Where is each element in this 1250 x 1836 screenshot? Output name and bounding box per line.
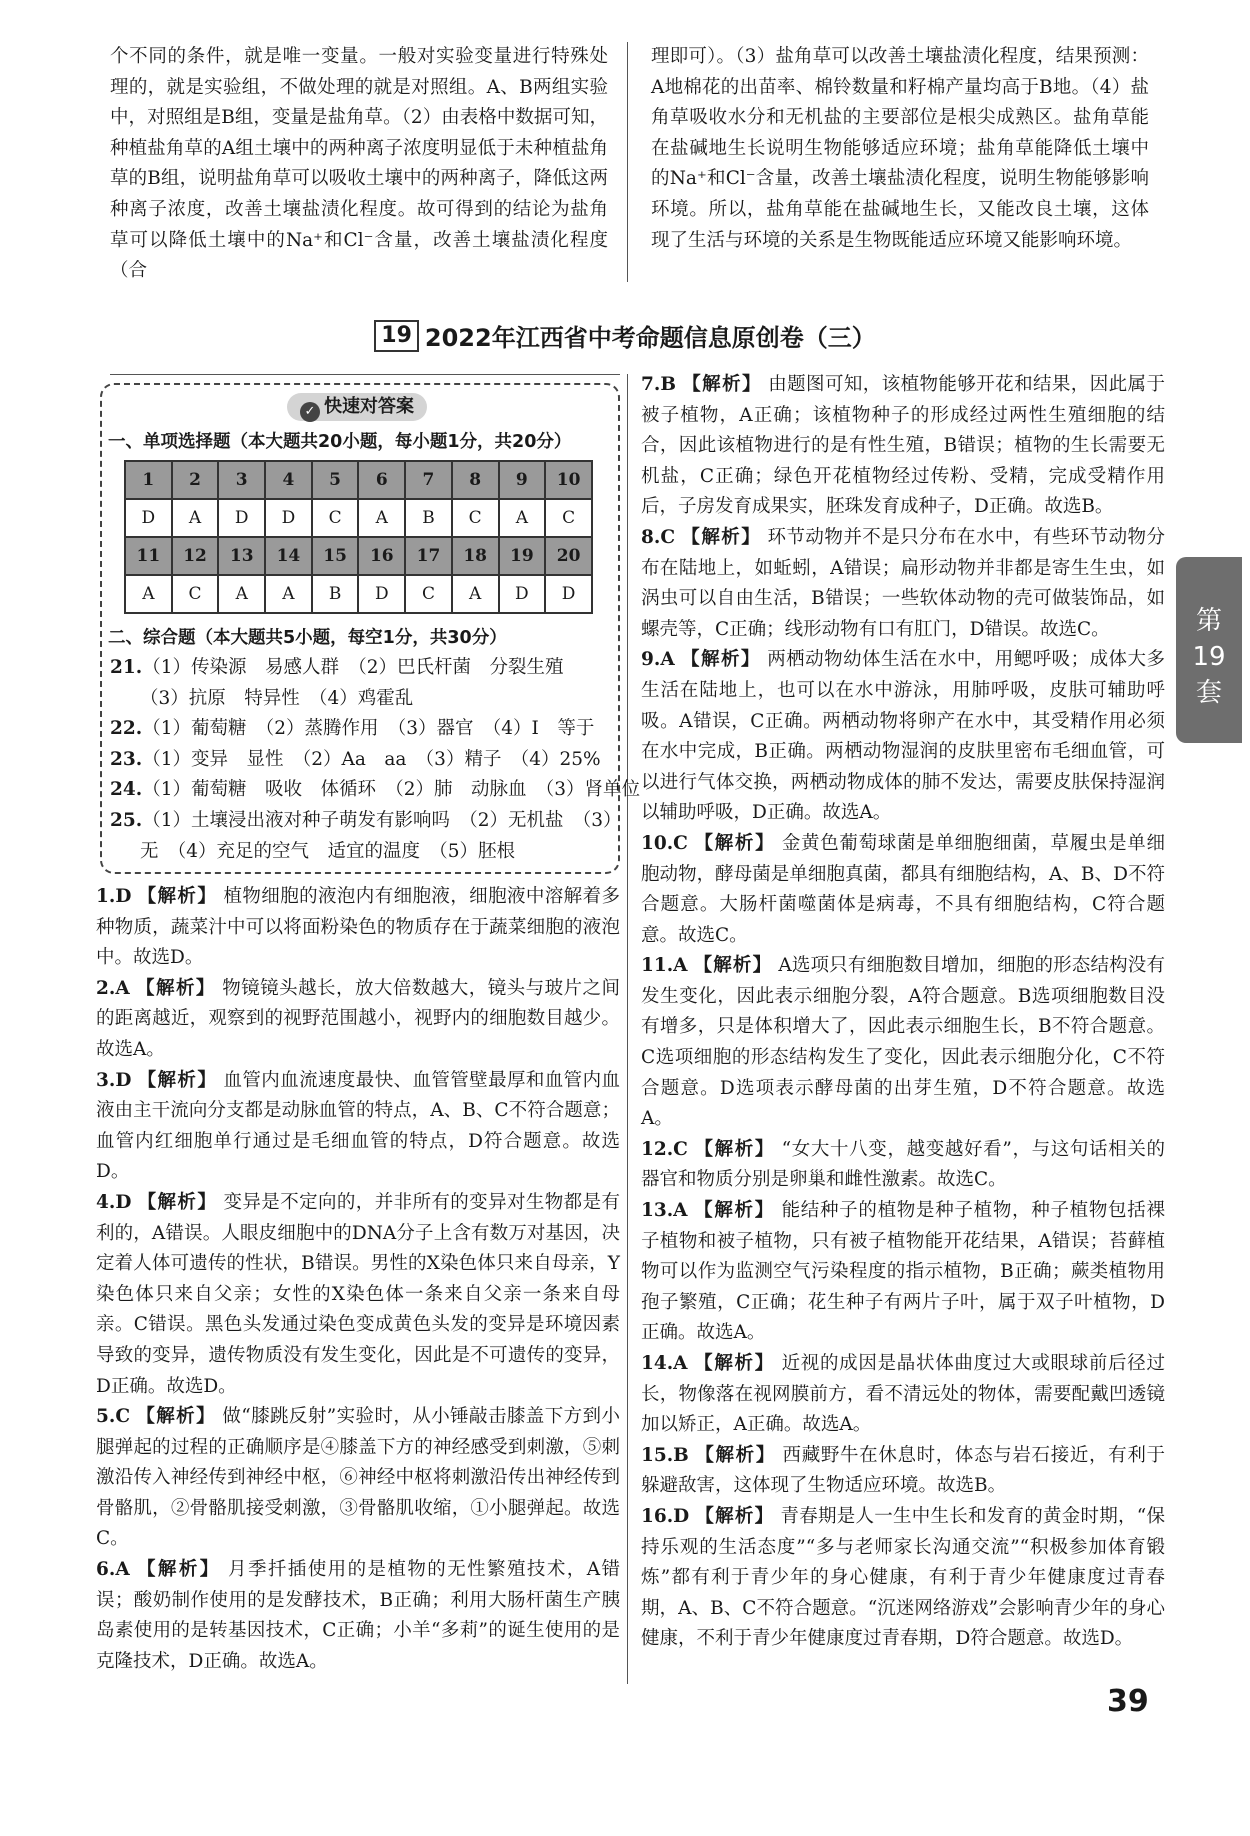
explanation-item xyxy=(641,523,1165,645)
item-text: 西藏野牛在休息时，体态与岩石接近，有利于躲避敌害，这体现了生物适应环境。故选B。 xyxy=(641,1444,1165,1497)
q-number: 19 xyxy=(499,537,546,575)
explanation-item xyxy=(641,1135,1165,1196)
q-answer: A xyxy=(172,499,219,537)
q-answer: D xyxy=(265,499,312,537)
answer-number-row xyxy=(125,461,592,499)
q-number: 17 xyxy=(405,537,452,575)
item-number: 14.A xyxy=(641,1353,688,1374)
analysis-tag: 【解析】 xyxy=(693,955,773,977)
explanation-item xyxy=(96,1555,620,1677)
item-number: 4.D xyxy=(96,1191,132,1213)
answer-number-row xyxy=(125,537,592,575)
q-answer: D xyxy=(499,575,546,613)
short-answer-text: （1）葡萄糖 （2）蒸腾作用 （3）器官 （4）Ⅰ 等于 xyxy=(142,718,595,740)
q-number: 3 xyxy=(218,461,265,499)
q-answer: C xyxy=(452,499,499,537)
q-number: 2 xyxy=(172,461,219,499)
analysis-tag: 【解析】 xyxy=(136,1559,221,1581)
short-answer-line xyxy=(110,837,610,868)
q-number: 11 xyxy=(125,537,172,575)
q-answer: A xyxy=(452,575,499,613)
q-number: 12 xyxy=(172,537,219,575)
answer-letter-row xyxy=(125,575,592,613)
analysis-tag: 【解析】 xyxy=(137,886,218,907)
analysis-tag: 【解析】 xyxy=(136,977,216,999)
item-text: 血管内血流速度最快、血管管壁最厚和血管内血液由主干流向分支都是动脉血管的特点，A、B、C不符合题意；血管内红细胞单行通过是毛细血管的特点，D符合题意。故选D。 xyxy=(96,1069,620,1183)
short-answer-number: 23. xyxy=(110,748,143,770)
item-number: 13.A xyxy=(641,1200,688,1222)
item-number: 10.C xyxy=(641,832,688,854)
explanation-item xyxy=(641,829,1165,951)
answer-letter-row xyxy=(125,499,592,537)
section1-heading: 一、单项选择题（本大题共20小题，每小题1分，共20分） xyxy=(108,432,572,452)
analysis-tag: 【解析】 xyxy=(694,1353,775,1374)
short-answer-text: （3）抗原 特异性 （4）鸡霍乱 xyxy=(140,687,414,709)
explanation-item xyxy=(641,951,1165,1135)
q-number: 9 xyxy=(499,461,546,499)
q-answer: A xyxy=(265,575,312,613)
explanation-item xyxy=(641,645,1165,829)
left-explanations xyxy=(96,882,620,1677)
item-text: 做“膝跳反射”实验时，从小锤敲击膝盖下方到小腿弹起的过程的正确顺序是④膝盖下方的神经感受到刺激，⑤刺激沿传入神经传到神经中枢，⑥神经中枢将刺激沿传出神经传到骨骼肌，②骨骼肌接受刺激，③骨骼肌收缩，①小腿弹起。故选C。 xyxy=(96,1406,620,1550)
top-column-divider xyxy=(627,42,628,282)
analysis-tag: 【解析】 xyxy=(694,1138,776,1160)
answer-badge-icon: ✓ xyxy=(300,402,320,422)
item-number: 5.C xyxy=(96,1406,131,1428)
paper-number: 19 xyxy=(374,320,419,352)
top-right-text: 理即可）。（3）盐角草可以改善土壤盐渍化程度，结果预测：A地棉花的出苗率、棉铃数量和籽棉产量均高于B地。（4）盐角草吸收水分和无机盐的主要部位是根尖成熟区。盐角草能在盐碱地生长说明生物能够适应环境；盐角草能降低土壤中的Na⁺和Cl⁻含量，改善土壤盐渍化程度，说明生物能够影响环境。所以，盐角草能在盐碱地生长，又能改良土壤，这体现了生活与环境的关系是生物既能适应环境又能影响环境。 xyxy=(651,46,1149,251)
right-explanations xyxy=(641,370,1165,1655)
quick-answer-title xyxy=(287,393,427,421)
item-text: 两栖动物幼体生活在水中，用鳃呼吸；成体大多生活在陆地上，也可以在水中游泳，用肺呼吸，皮肤可辅助呼吸。A错误，C正确。两栖动物将卵产在水中，其受精作用必须在水中完成，B正确。两栖动物湿润的皮肤里密布毛细血管，可以进行气体交换，两栖动物成体的肺不发达，需要皮肤保持湿润以辅助呼吸，D正确。故选A。 xyxy=(641,649,1165,824)
q-answer: D xyxy=(125,499,172,537)
paper-title-text: 2022年江西省中考命题信息原创卷（三） xyxy=(424,324,876,352)
q-number: 5 xyxy=(312,461,359,499)
item-number: 11.A xyxy=(641,955,688,977)
analysis-tag: 【解析】 xyxy=(694,1200,775,1222)
item-text: 物镜镜头越长，放大倍数越大，镜头与玻片之间的距离越近，观察到的视野范围越小，视野内的细胞数目越少。故选A。 xyxy=(96,977,620,1060)
short-answer-text: （1）土壤浸出液对种子萌发有影响吗 （2）无机盐 （3） xyxy=(142,809,622,831)
item-text: “女大十八变，越变越好看”，与这句话相关的器官和物质分别是卵巢和雌性激素。故选C。 xyxy=(641,1138,1165,1191)
item-text: 近视的成因是晶状体曲度过大或眼球前后径过长，物像落在视网膜前方，看不清远处的物体，需要配戴凹透镜加以矫正，A正确。故选A。 xyxy=(641,1353,1165,1436)
tab-line: 19 xyxy=(1192,642,1226,672)
explanation-item xyxy=(96,1066,620,1188)
page-number: 39 xyxy=(1107,1684,1149,1719)
analysis-tag: 【解析】 xyxy=(681,526,762,548)
paper-title xyxy=(0,318,1250,353)
short-answer-number: 24. xyxy=(110,779,143,801)
analysis-tag: 【解析】 xyxy=(695,1505,775,1527)
short-answer-text: （1）传染源 易感人群 （2）巴氏杆菌 分裂生殖 xyxy=(142,657,564,678)
q-number: 13 xyxy=(218,537,265,575)
item-number: 1.D xyxy=(96,886,132,907)
item-number: 2.A xyxy=(96,977,130,999)
q-answer: A xyxy=(218,575,265,613)
item-text: 能结种子的植物是种子植物，种子植物包括裸子植物和被子植物，只有被子植物能开花结果，A错误；苔藓植物可以作为监测空气污染程度的指示植物，B正确；蕨类植物用孢子繁殖，C正确；花生种子有两片子叶，属于双子叶植物，D正确。故选A。 xyxy=(641,1200,1165,1344)
item-number: 6.A xyxy=(96,1559,130,1581)
short-answer-line xyxy=(110,714,610,745)
item-number: 9.A xyxy=(641,649,675,671)
q-number: 15 xyxy=(312,537,359,575)
set-number-tab xyxy=(1176,557,1242,743)
q-number: 18 xyxy=(452,537,499,575)
left-top-rule xyxy=(110,374,620,375)
q-number: 20 xyxy=(545,537,592,575)
analysis-tag: 【解析】 xyxy=(695,1444,776,1466)
analysis-tag: 【解析】 xyxy=(137,1069,218,1091)
main-column-divider xyxy=(627,374,628,1684)
q-answer: D xyxy=(545,575,592,613)
q-answer: D xyxy=(218,499,265,537)
short-answer-number: 21. xyxy=(110,657,143,678)
explanation-item xyxy=(96,1188,620,1402)
item-number: 15.B xyxy=(641,1444,689,1466)
explanation-item xyxy=(641,1502,1165,1655)
item-text: 月季扦插使用的是植物的无性繁殖技术，A错误；酸奶制作使用的是发酵技术，B正确；利用大肠杆菌生产胰岛素使用的是转基因技术，C正确；小羊“多莉”的诞生使用的是克隆技术，D正确。故选A。 xyxy=(96,1559,620,1672)
tab-line: 第 xyxy=(1195,606,1222,636)
item-number: 8.C xyxy=(641,526,676,548)
q-answer: B xyxy=(312,575,359,613)
explanation-item xyxy=(96,974,620,1066)
q-number: 4 xyxy=(265,461,312,499)
q-number: 10 xyxy=(545,461,592,499)
item-number: 7.B xyxy=(641,374,676,395)
item-text: 金黄色葡萄球菌是单细胞细菌，草履虫是单细胞动物，酵母菌是单细胞真菌，都具有细胞结构，A、B、D不符合题意。大肠杆菌噬菌体是病毒，不具有细胞结构，C符合题意。故选C。 xyxy=(641,832,1165,946)
top-left-paragraph xyxy=(110,42,608,287)
q-answer: C xyxy=(312,499,359,537)
item-text: 由题图可知，该植物能够开花和结果，因此属于被子植物，A正确；该植物种子的形成经过两性生殖细胞的结合，因此该植物进行的是有性生殖，B错误；植物的生长需要无机盐，C正确；绿色开花植物经过传粉、受精，完成受精作用后，子房发育成果实，胚珠发育成种子，D正确。故选B。 xyxy=(641,374,1165,518)
q-number: 6 xyxy=(358,461,405,499)
item-text: 植物细胞的液泡内有细胞液，细胞液中溶解着多种物质，蔬菜汁中可以将面粉染色的物质存在于蔬菜细胞的液泡中。故选D。 xyxy=(96,886,620,969)
analysis-tag: 【解析】 xyxy=(681,649,761,671)
explanation-item xyxy=(96,1402,620,1555)
item-text: 环节动物并不是只分布在水中，有些环节动物分布在陆地上，如蚯蚓，A错误；扁形动物并非都是寄生生虫，如涡虫可以自由生活，B错误；一些软体动物的壳可做装饰品，如螺壳等，C正确；线形动物有口有肛门，D错误。故选C。 xyxy=(641,526,1165,640)
analysis-tag: 【解析】 xyxy=(136,1406,217,1428)
short-answer-line xyxy=(110,775,641,806)
short-answer-text: 无 （4）充足的空气 适宜的温度 （5）胚根 xyxy=(140,840,516,862)
q-number: 7 xyxy=(405,461,452,499)
q-answer: C xyxy=(172,575,219,613)
short-answer-number: 25. xyxy=(110,809,143,831)
q-number: 8 xyxy=(452,461,499,499)
answer-table xyxy=(124,460,593,614)
explanation-item xyxy=(641,370,1165,523)
q-answer: C xyxy=(405,575,452,613)
short-answer-number: 22. xyxy=(110,718,143,740)
quick-answer-title-text: 快速对答案 xyxy=(324,396,414,417)
explanation-item xyxy=(641,1349,1165,1441)
short-answer-line xyxy=(110,653,610,684)
explanation-item xyxy=(641,1196,1165,1349)
short-answer-line xyxy=(110,806,622,837)
q-answer: A xyxy=(499,499,546,537)
item-number: 3.D xyxy=(96,1069,132,1091)
explanation-item xyxy=(641,1441,1165,1502)
q-answer: A xyxy=(125,575,172,613)
short-answers xyxy=(110,653,641,867)
analysis-tag: 【解析】 xyxy=(137,1191,218,1213)
short-answer-line xyxy=(110,684,610,715)
q-number: 16 xyxy=(358,537,405,575)
tab-line: 套 xyxy=(1195,678,1222,708)
top-left-text: 个不同的条件，就是唯一变量。一般对实验变量进行特殊处理的，就是实验组，不做处理的就是对照组。A、B两组实验中，对照组是B组，变量是盐角草。（2）由表格中数据可知，种植盐角草的A组土壤中的两种离子浓度明显低于未种植盐角草的B组，说明盐角草可以吸收土壤中的两种离子，降低这两种离子浓度，改善土壤盐渍化程度。故可得到的结论为盐角草可以降低土壤中的Na⁺和Cl⁻含量，改善土壤盐渍化程度（合 xyxy=(110,46,608,282)
item-text: A选项只有细胞数目增加，细胞的形态结构没有发生变化，因此表示细胞分裂，A符合题意。B选项细胞数目没有增多，只是体积增大了，因此表示细胞生长，B不符合题意。C选项细胞的形态结构发生了变化，因此表示细胞分化，C不符合题意。D选项表示酵母菌的出芽生殖，D不符合题意。故选A。 xyxy=(641,955,1165,1130)
short-answer-text: （1）变异 显性 （2）Aa aa （3）精子 （4）25% xyxy=(142,748,601,770)
analysis-tag: 【解析】 xyxy=(682,374,762,395)
q-answer: D xyxy=(358,575,405,613)
q-number: 14 xyxy=(265,537,312,575)
q-number: 1 xyxy=(125,461,172,499)
item-number: 12.C xyxy=(641,1138,688,1160)
explanation-item xyxy=(96,882,620,974)
section2-heading: 二、综合题（本大题共5小题，每空1分，共30分） xyxy=(108,628,507,648)
analysis-tag: 【解析】 xyxy=(694,832,776,854)
q-answer: B xyxy=(405,499,452,537)
item-number: 16.D xyxy=(641,1505,690,1527)
q-answer: C xyxy=(545,499,592,537)
short-answer-line xyxy=(110,745,610,776)
item-text: 青春期是人一生中生长和发育的黄金时期，“保持乐观的生活态度”“多与老师家长沟通交流”“积极参加体育锻炼”都有利于青少年的身心健康，有利于青少年健康度过青春期，A、B、C不符合题意。“沉迷网络游戏”会影响青少年的身心健康，不利于青少年健康度过青春期，D符合题意。故选D。 xyxy=(641,1505,1165,1650)
q-answer: A xyxy=(358,499,405,537)
short-answer-text: （1）葡萄糖 吸收 体循环 （2）肺 动脉血 （3）肾单位 xyxy=(142,779,641,801)
item-text: 变异是不定向的，并非所有的变异对生物都是有利的，A错误。人眼皮细胞中的DNA分子上含有数万对基因，决定着人体可遗传的性状，B错误。男性的X染色体只来自母亲，Y染色体只来自父亲；女性的X染色体一条来自父亲一条来自母亲。C错误。黑色头发通过染色变成黄色头发的变异是环境因素导致的变异，遗传物质没有发生变化，因此是不可遗传的变异，D正确。故选D。 xyxy=(96,1191,620,1397)
top-right-paragraph xyxy=(651,42,1149,256)
